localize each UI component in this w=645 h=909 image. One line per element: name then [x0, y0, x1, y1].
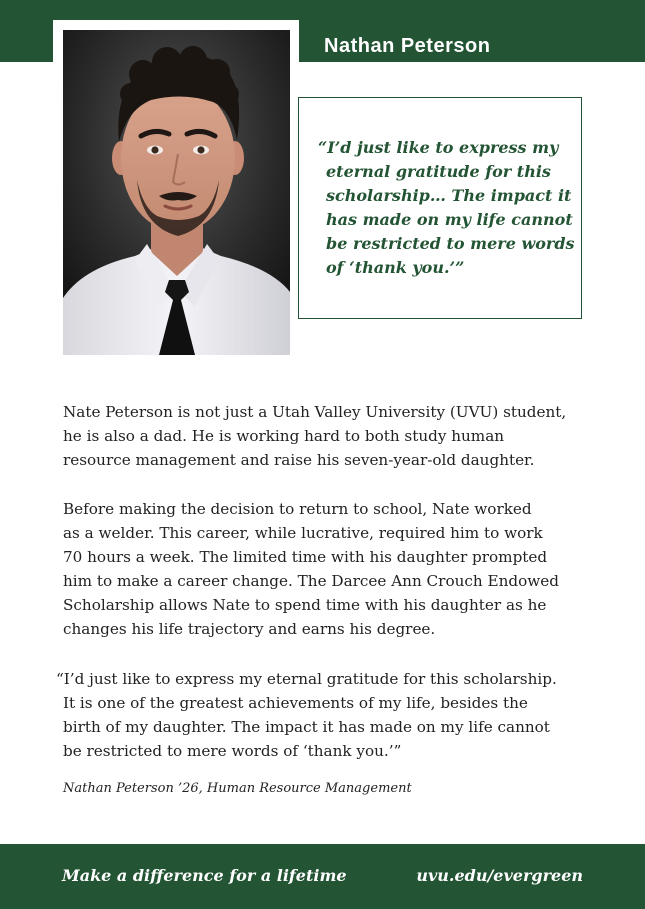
profile-name: Nathan Peterson [324, 35, 491, 57]
paragraph-line: him to make a career change. The Darcee Ann Crouch Endowed [63, 572, 559, 590]
portrait-illustration [63, 30, 290, 355]
pull-quote-line: be restricted to mere words [326, 234, 575, 253]
paragraph-line: as a welder. This career, while lucrative, required him to work [63, 524, 543, 542]
story-paragraph [63, 497, 585, 641]
paragraph-line: 70 hours a week. The limited time with his daughter prompted [63, 548, 548, 566]
paragraph-line: changes his life trajectory and earns his degree. [63, 620, 436, 638]
quote-attribution: Nathan Peterson ’26, Human Resource Management [63, 781, 412, 796]
intro-paragraph [63, 400, 585, 472]
pull-quote-line: eternal gratitude for this [326, 162, 551, 181]
footer-tagline: Make a difference for a lifetime [62, 866, 347, 885]
pull-quote-line: has made on my life cannot [326, 210, 573, 229]
pull-quote [318, 136, 575, 280]
paragraph-line: Scholarship allows Nate to spend time with his daughter as he [63, 596, 547, 614]
footer-url-link[interactable]: uvu.edu/evergreen [416, 866, 583, 885]
paragraph-line: Nate Peterson is not just a Utah Valley University (UVU) student, [63, 403, 567, 421]
paragraph-line: resource management and raise his seven-year-old daughter. [63, 451, 535, 469]
paragraph-line: Before making the decision to return to school, Nate worked [63, 500, 532, 518]
pull-quote-line: of ‘thank you.’” [326, 258, 465, 277]
quote-line: be restricted to mere words of ‘thank you.’” [63, 742, 402, 760]
full-quote-paragraph [56, 667, 586, 763]
quote-line: “I’d just like to express my eternal gratitude for this scholarship. [56, 670, 557, 688]
quote-line: It is one of the greatest achievements of my life, besides the [63, 694, 528, 712]
pull-quote-line: scholarship… The impact it [326, 186, 572, 205]
paragraph-line: he is also a dad. He is working hard to both study human [63, 427, 505, 445]
portrait-photo [63, 30, 290, 355]
quote-line: birth of my daughter. The impact it has made on my life cannot [63, 718, 550, 736]
pull-quote-line: “I’d just like to express my [318, 138, 559, 157]
